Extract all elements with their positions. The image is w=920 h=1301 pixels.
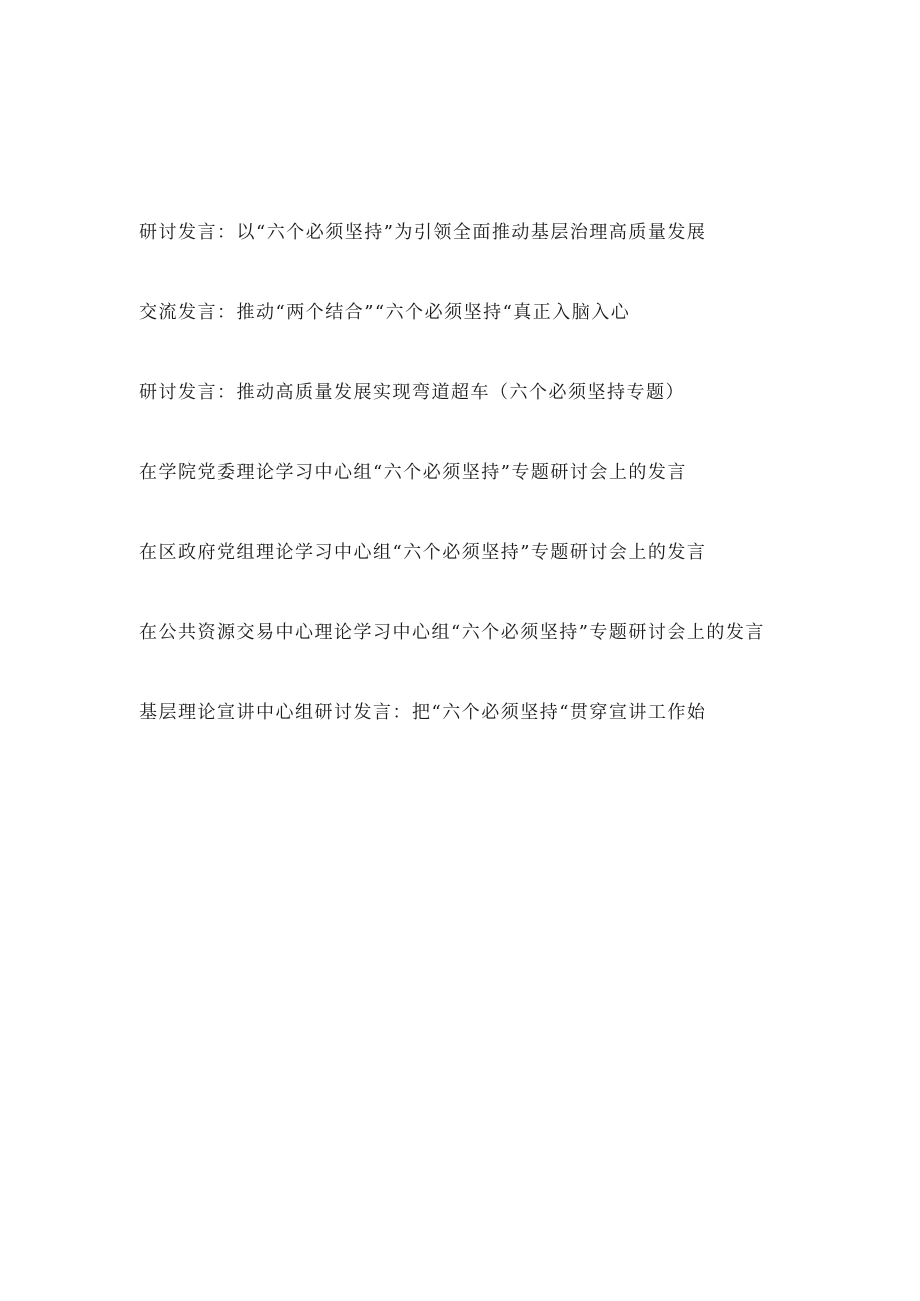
title-item-4: 在学院党委理论学习中心组“六个必须坚持”专题研讨会上的发言 <box>139 462 687 483</box>
title-item-3: 研讨发言：推动高质量发展实现弯道超车（六个必须坚持专题） <box>139 382 685 403</box>
title-item-1: 研讨发言：以“六个必须坚持”为引领全面推动基层治理高质量发展 <box>139 222 707 243</box>
title-item-6: 在公共资源交易中心理论学习中心组“六个必须坚持”专题研讨会上的发言 <box>139 622 765 643</box>
title-item-2: 交流发言：推动“两个结合”“六个必须坚持“真正入脑入心 <box>139 302 631 323</box>
title-list <box>139 210 789 736</box>
title-item-7: 基层理论宣讲中心组研讨发言：把“六个必须坚持“贯穿宣讲工作始 <box>139 702 707 723</box>
title-item-5: 在区政府党组理论学习中心组“六个必须坚持”专题研讨会上的发言 <box>139 542 707 563</box>
